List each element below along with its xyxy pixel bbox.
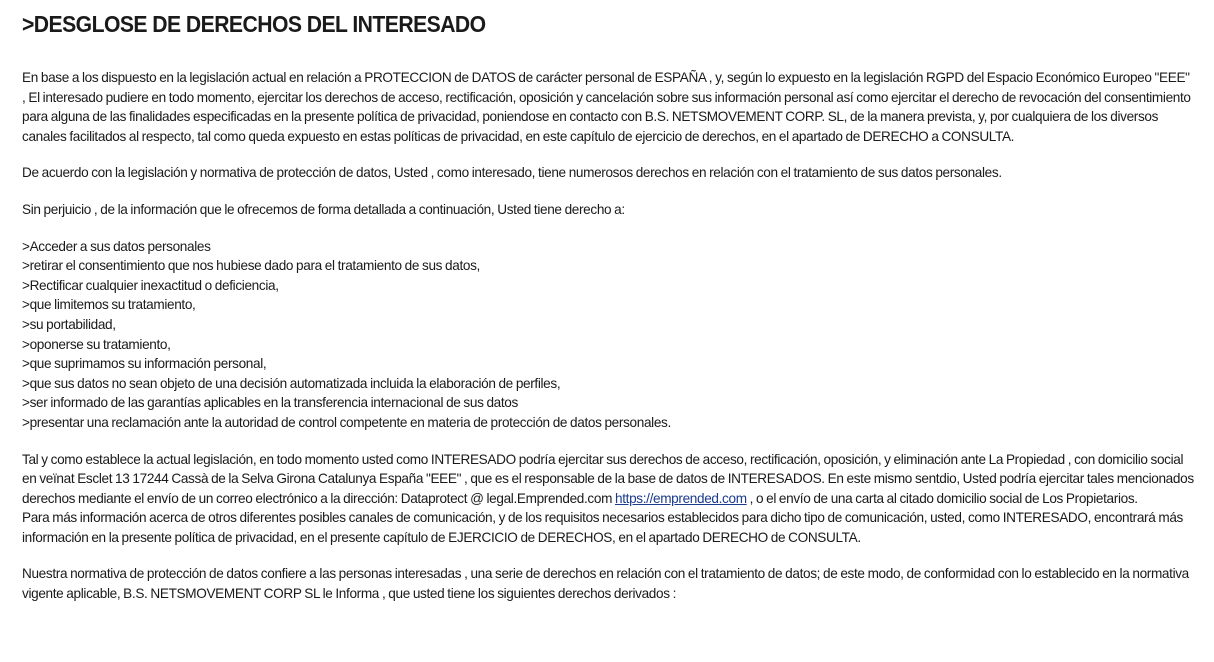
list-item: >presentar una reclamación ante la autoridad de control competente en materia de protección de datos personales. (22, 414, 671, 430)
exercise-rights-text-end: , o el envío de una carta al citado domicilio social de Los Propietarios. (746, 490, 1138, 506)
list-item: >Acceder a sus datos personales (22, 238, 211, 254)
list-item: >oponerse su tratamiento, (22, 336, 171, 352)
list-item: >Rectificar cualquier inexactitud o deficiencia, (22, 277, 279, 293)
more-info-paragraph: Para más información acerca de otros diferentes posibles canales de comunicación, y de los requisitos necesarios establecidos para dicho tipo de comunicación, usted, como INTERESADO, encontrará más información en la presente política de privacidad, en el presente capítulo de EJERCICIO de DERECHOS, en el apartado DERECHO de CONSULTA. (22, 510, 1183, 545)
document-page (22, 10, 1194, 604)
list-item: >ser informado de las garantías aplicables en la transferencia internacional de sus datos (22, 395, 518, 411)
list-item: >que limitemos su tratamiento, (22, 297, 196, 313)
exercise-rights-text: Tal y como establece la actual legislación, en todo momento usted como INTERESADO podría ejercitar sus derechos de acceso, rectificación, oposición, y eliminación ante La Propiedad , con domicilio social en veïnat Esclet 13 17244 Cassà de la Selva Girona Catalunya España "EEE" , que es el responsable de la base de datos de INTERESADOS. En este mismo sentdio, Usted podría ejercitar tales mencionados derechos mediante el envío de un correo electrónico a la dirección: Dataprotect @ legal.Emprended.com (22, 451, 1194, 506)
list-item: >su portabilidad, (22, 316, 116, 332)
exercise-rights-paragraph (22, 450, 1194, 509)
list-item: >que suprimamos su información personal, (22, 356, 267, 372)
rights-intro-paragraph: Sin perjuicio , de la información que le ofrecemos de forma detallada a continuación, Usted tiene derecho a: (22, 201, 625, 217)
rights-list (22, 237, 1194, 433)
list-item: >que sus datos no sean objeto de una decisión automatizada incluida la elaboración de perfiles, (22, 375, 561, 391)
page-title: >DESGLOSE DE DERECHOS DEL INTERESADO (22, 11, 486, 37)
list-item: >retirar el consentimiento que nos hubiese dado para el tratamiento de sus datos, (22, 258, 480, 274)
intro-paragraph: En base a los dispuesto en la legislación actual en relación a PROTECCION de DATOS de carácter personal de ESPAÑA , y, según lo expuesto en la legislación RGPD del Espacio Económico Europeo "EEE" , El interesado pudiere en todo momento, ejercitar los derechos de acceso, rectificación, oposición y cancelación sobre sus información personal así como ejercitar el derecho de revocación del consentimiento para alguna de las finalidades especificadas en la presente política de privacidad, poniendose en contacto con B.S. NETSMOVEMENT CORP. SL, de la manera prevista, y, por cualquiera de los diversos canales facilitados al respecto, tal como queda expuesto en estas políticas de privacidad, en este capítulo de ejercicio de derechos, en el apartado de DERECHO a CONSULTA. (22, 70, 1191, 144)
derived-rights-paragraph: Nuestra normativa de protección de datos confiere a las personas interesadas , una serie de derechos en relación con el tratamiento de datos; de este modo, de conformidad con lo establecido en la normativa vigente aplicable, B.S. NETSMOVEMENT CORP SL le Informa , que usted tiene los siguientes derechos derivados : (22, 566, 1189, 602)
website-link[interactable]: https://emprended.com (615, 490, 747, 506)
rights-summary-paragraph: De acuerdo con la legislación y normativa de protección de datos, Usted , como interesado, tiene numerosos derechos en relación con el tratamiento de sus datos personales. (22, 165, 1002, 181)
